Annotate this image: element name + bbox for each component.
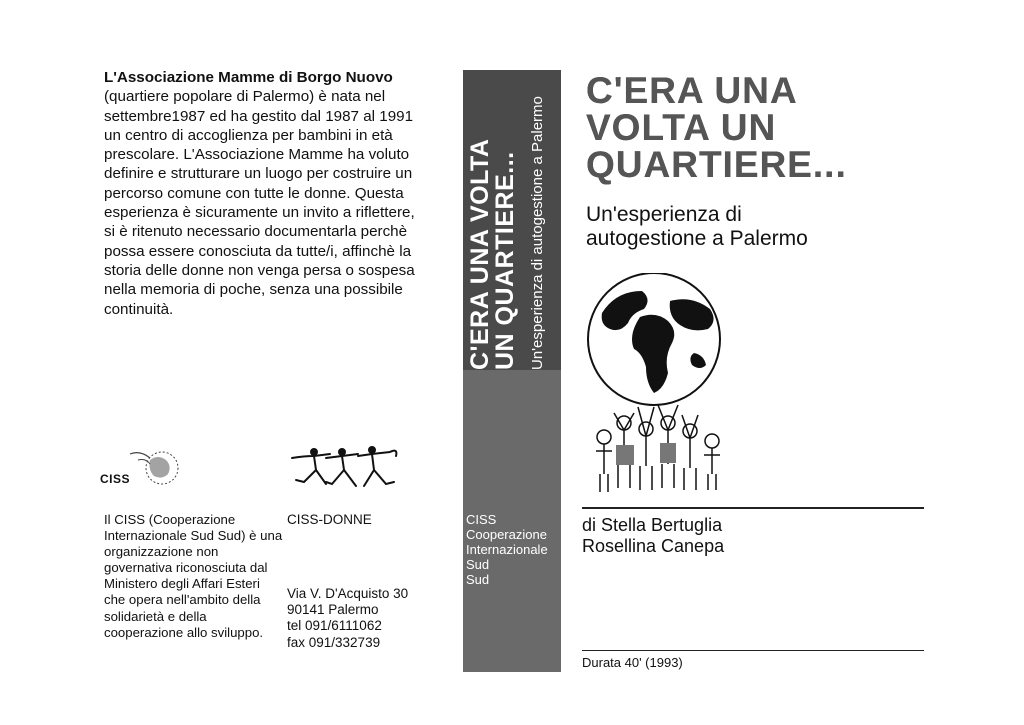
spine-organization [466,512,548,587]
ciss-description: Il CISS (Cooperazione Internazionale Sud Sud) è una organizzazione non governativa riconosciuta dal Ministero degli Affari Esteri che opera nell'ambito della solidarietà e della cooperazione allo sviluppo. [104,512,283,640]
divider [582,507,924,509]
spine-org-line: CISS [466,512,497,527]
address-tel: tel 091/6111062 [287,618,382,634]
cover-subtitle-line: autogestione a Palermo [586,227,808,250]
cover-title-line: C'ERA UNA [586,70,798,111]
spine-title-line1: C'ERA UNA VOLTA [466,138,494,370]
ciss-donne-label: CISS-DONNE [287,512,372,527]
author-line: di Stella Bertuglia [582,515,723,535]
spine-org-line: Internazionale [466,542,548,557]
spine-title [468,70,518,370]
author-line: Rosellina Canepa [582,536,725,556]
intro-text [104,68,424,319]
spine-title-line2: UN QUARTIERE... [491,151,519,370]
spine-org-line: Sud [466,572,490,587]
globe-children-illustration [582,273,732,499]
intro-lead: L'Associazione Mamme di Borgo Nuovo [104,69,393,86]
address-street: Via V. D'Acquisto 30 [287,586,409,601]
address-fax: fax 091/332739 [287,634,381,650]
cover-subtitle [586,203,808,251]
cover-title [586,72,926,183]
cover-subtitle-line: Un'esperienza di [586,203,742,226]
spine-org-line: Sud [466,557,490,572]
spine-org-line: Cooperazione [466,527,547,542]
runners-illustration [286,442,406,494]
cover-title-line: QUARTIERE... [586,144,847,185]
intro-body: (quartiere popolare di Palermo) è nata nel settembre1987 ed ha gestito dal 1987 al 1991 un centro di accoglienza per bambini in età prescolare. L'Associazione Mamme ha voluto definire e strutturare un luogo per costruire un percorso comune con tutte le donne. Questa esperienza è sicuramente un invito a riflettere, si è ritenuto necessario documentarla perchè possa essere conosciuta da tutte/i, affinchè la storia delle donne non venga persa o sospesa nella memoria di poche, senza una possibile continuità. [104,88,415,318]
cover-authors [582,515,724,557]
divider [582,650,924,651]
address-city: 90141 Palermo [287,602,379,618]
spine-subtitle: Un'esperienza di autogestione a Palermo [529,96,546,370]
ciss-logo [100,448,190,492]
duration-label: Durata 40' (1993) [582,655,683,670]
address-block [287,586,408,651]
cover-title-line: VOLTA UN [586,107,777,148]
globe-icon [582,273,732,499]
ciss-logo-text: CISS [100,472,131,486]
